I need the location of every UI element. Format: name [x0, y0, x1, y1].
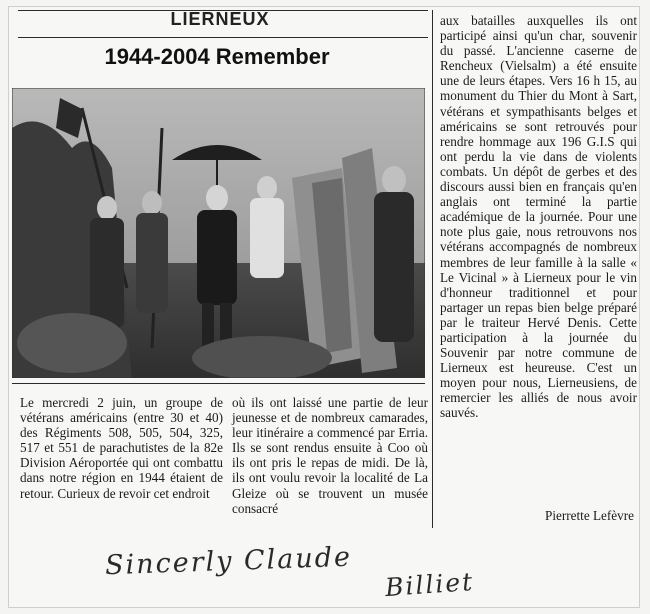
article-photo [12, 88, 425, 378]
headline: 1944-2004 Remember [104, 44, 330, 69]
signature-line-1: Sincerly Claude [104, 541, 353, 582]
article-column-middle [232, 395, 428, 516]
section-title: LIERNEUX [170, 9, 270, 29]
article-paragraph-2: où ils ont laissé une partie de leur jeunesse et de nombreux camarades, leur itinéraire a commencé par Erria. Ils se sont rendus ensuite à Coo où ils ont pris le repas de midi. De là, ils ont voulu revoir la localité de La Gleize où se trouvent un musée consacré [232, 395, 428, 516]
signature-line-2: Billiet [384, 566, 476, 603]
handwritten-signature [95, 536, 615, 603]
author-byline: Pierrette Lefèvre [545, 508, 634, 523]
article-column-left [20, 395, 223, 501]
article-paragraph-1: Le mercredi 2 juin, un groupe de vétérans américains (entre 30 et 40) des Régiments 508, 505, 504, 325, 517 et 551 de parachutistes de la 82e Division Aéroportée qui ont combattu dans notre région en 1944 étaient de retour. Curieux de revoir cet endroit [20, 395, 223, 501]
article-paragraph-3: aux batailles auxquelles ils ont participé ainsi qu'un char, souvenir du passé. L'ancienne caserne de Rencheux (Vielsalm) a été ensuite une de leurs étapes. Vers 16 h 15, au monument du Thier du Mont à Sart, vétérans et sympathisants belges et américains se sont retrouvés pour rendre hommage aux 196 G.I.S qui ont perdu la vie dans de violents combats. Un dépôt de gerbes et des discours aussi bien en français qu'en anglais ont terminé la partie académique de la journée. Pour une note plus gaie, nous retrouvons nos vétérans accompagnés de nombreux membres de leur famille à la salle « Le Vicinal » à Lierneux pour le vin d'honneur traditionnel et pour partager un repas bien belge préparé par le traiteur Hervé Denis. Cette participation à la journée du Souvenir par notre commune de Lierneux est heureuse. C'est un moyen pour nous, Lierneusiens, de remercier les alliés de nous avoir sauvés. [440, 13, 637, 421]
photo-veterans-icon [12, 88, 425, 378]
photo-bottom-rule [12, 383, 425, 384]
article-column-right [440, 13, 637, 421]
headline-rule [18, 37, 428, 38]
column-divider [432, 10, 433, 528]
